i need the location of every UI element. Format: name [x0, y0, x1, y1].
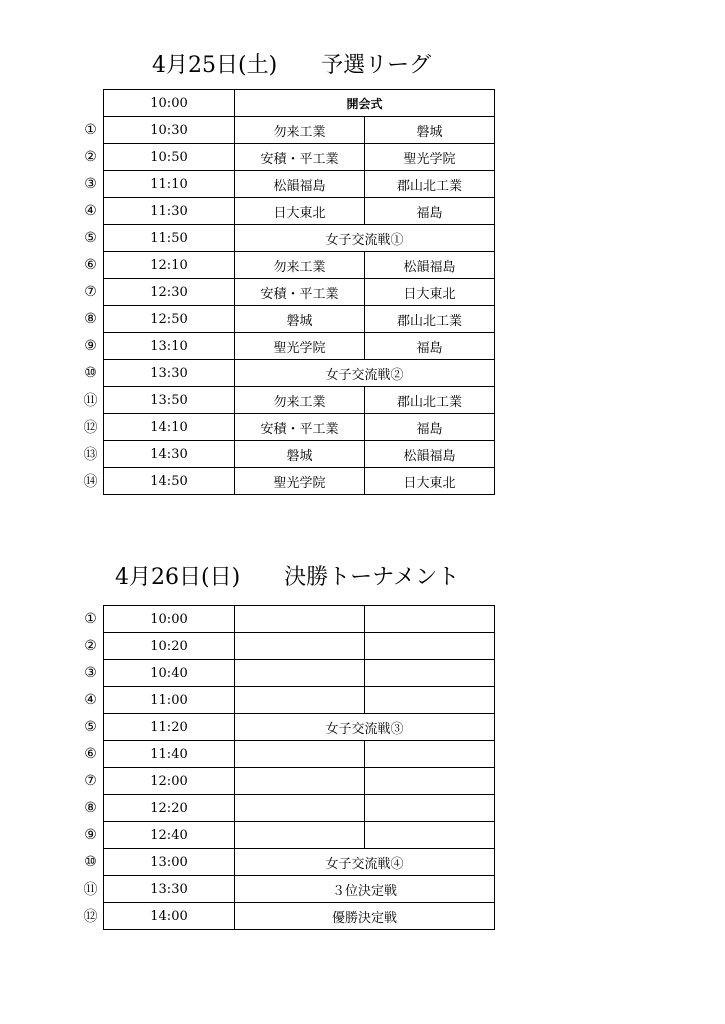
match-number: ⑪: [83, 882, 98, 898]
match-number: [78, 90, 104, 117]
team-a: [235, 768, 365, 795]
team-a: [235, 795, 365, 822]
team-b: [365, 768, 495, 795]
table-row: [78, 171, 495, 198]
team-b: 磐城: [365, 117, 495, 144]
table-row: [78, 903, 495, 930]
table-row: [78, 252, 495, 279]
table-row: [78, 468, 495, 495]
team-b: 福島: [365, 198, 495, 225]
table-row: [78, 714, 495, 741]
table-row: [78, 849, 495, 876]
match-time: 12:20: [104, 795, 235, 822]
day1-schedule-table: [78, 89, 495, 495]
match-number: ⑨: [84, 338, 97, 354]
match-time: 11:20: [104, 714, 235, 741]
match-event: 開会式: [235, 90, 495, 117]
table-row: [78, 306, 495, 333]
table-row: [78, 633, 495, 660]
team-b: [365, 606, 495, 633]
table-row: [78, 198, 495, 225]
match-number: ⑩: [84, 365, 97, 381]
match-number: ③: [84, 176, 97, 192]
team-b: 郡山北工業: [365, 171, 495, 198]
match-event: ３位決定戦: [235, 876, 495, 903]
match-number: ⑨: [84, 827, 97, 843]
day1-title: 4月25日(土) 予選リーグ: [152, 53, 432, 78]
match-number: ③: [84, 665, 97, 681]
team-b: 松韻福島: [365, 252, 495, 279]
team-a: 安積・平工業: [235, 414, 365, 441]
team-b: 郡山北工業: [365, 306, 495, 333]
team-b: 福島: [365, 414, 495, 441]
match-time: 14:00: [104, 903, 235, 930]
team-a: 安積・平工業: [235, 144, 365, 171]
match-time: 11:10: [104, 171, 235, 198]
team-a: 聖光学院: [235, 468, 365, 495]
table-row: [78, 333, 495, 360]
match-time: 13:50: [104, 387, 235, 414]
table-row: [78, 387, 495, 414]
day2-title: 4月26日(日) 決勝トーナメント: [115, 565, 460, 590]
match-event: 女子交流戦④: [235, 849, 495, 876]
match-number: ⑩: [84, 854, 97, 870]
match-number: ⑪: [83, 393, 98, 409]
match-time: 12:30: [104, 279, 235, 306]
match-time: 10:30: [104, 117, 235, 144]
match-time: 11:30: [104, 198, 235, 225]
team-b: [365, 822, 495, 849]
match-number: ⑭: [83, 474, 98, 490]
match-time: 13:00: [104, 849, 235, 876]
table-row: [78, 414, 495, 441]
table-row: [78, 279, 495, 306]
match-event: 女子交流戦②: [235, 360, 495, 387]
table-row: [78, 822, 495, 849]
table-row: [78, 795, 495, 822]
team-b: 聖光学院: [365, 144, 495, 171]
team-a: [235, 741, 365, 768]
team-b: [365, 660, 495, 687]
match-time: 12:40: [104, 822, 235, 849]
match-number: ⑫: [83, 909, 98, 925]
table-row: [78, 90, 495, 117]
table-row: [78, 144, 495, 171]
match-number: ④: [84, 692, 97, 708]
table-row: [78, 441, 495, 468]
match-time: 13:30: [104, 360, 235, 387]
match-number: ⑤: [84, 230, 97, 246]
team-b: 福島: [365, 333, 495, 360]
team-b: 松韻福島: [365, 441, 495, 468]
match-event: 優勝決定戦: [235, 903, 495, 930]
match-event: 女子交流戦③: [235, 714, 495, 741]
table-row: [78, 360, 495, 387]
team-b: [365, 633, 495, 660]
match-time: 13:10: [104, 333, 235, 360]
team-a: [235, 606, 365, 633]
team-b: [365, 741, 495, 768]
table-row: [78, 225, 495, 252]
match-time: 10:50: [104, 144, 235, 171]
match-event: 女子交流戦①: [235, 225, 495, 252]
team-b: 日大東北: [365, 279, 495, 306]
match-time: 12:50: [104, 306, 235, 333]
match-time: 12:00: [104, 768, 235, 795]
match-time: 14:30: [104, 441, 235, 468]
match-time: 11:50: [104, 225, 235, 252]
team-a: [235, 660, 365, 687]
match-number: ⑥: [84, 746, 97, 762]
team-a: 磐城: [235, 441, 365, 468]
match-number: ⑤: [84, 719, 97, 735]
match-number: ①: [84, 122, 97, 138]
match-time: 10:20: [104, 633, 235, 660]
match-number: ⑧: [84, 800, 97, 816]
match-number: ⑥: [84, 257, 97, 273]
match-number: ①: [84, 611, 97, 627]
match-time: 14:10: [104, 414, 235, 441]
team-b: 郡山北工業: [365, 387, 495, 414]
match-time: 14:50: [104, 468, 235, 495]
match-number: ⑫: [83, 420, 98, 436]
team-a: 聖光学院: [235, 333, 365, 360]
team-b: [365, 687, 495, 714]
table-row: [78, 606, 495, 633]
match-number: ⑦: [84, 284, 97, 300]
table-row: [78, 687, 495, 714]
team-b: [365, 795, 495, 822]
match-number: ②: [84, 149, 97, 165]
match-number: ⑧: [84, 311, 97, 327]
match-time: 11:00: [104, 687, 235, 714]
match-time: 10:00: [104, 90, 235, 117]
team-a: [235, 822, 365, 849]
team-a: 勿来工業: [235, 117, 365, 144]
team-a: 安積・平工業: [235, 279, 365, 306]
team-a: 松韻福島: [235, 171, 365, 198]
match-number: ⑬: [83, 447, 98, 463]
team-a: 日大東北: [235, 198, 365, 225]
match-time: 13:30: [104, 876, 235, 903]
match-number: ⑦: [84, 773, 97, 789]
team-a: 磐城: [235, 306, 365, 333]
match-number: ②: [84, 638, 97, 654]
team-a: [235, 687, 365, 714]
team-a: 勿来工業: [235, 252, 365, 279]
day2-schedule-table: [78, 605, 495, 930]
match-time: 10:40: [104, 660, 235, 687]
table-row: [78, 117, 495, 144]
team-b: 日大東北: [365, 468, 495, 495]
table-row: [78, 660, 495, 687]
table-row: [78, 741, 495, 768]
team-a: 勿来工業: [235, 387, 365, 414]
match-time: 10:00: [104, 606, 235, 633]
match-time: 12:10: [104, 252, 235, 279]
match-time: 11:40: [104, 741, 235, 768]
table-row: [78, 876, 495, 903]
match-number: ④: [84, 203, 97, 219]
team-a: [235, 633, 365, 660]
table-row: [78, 768, 495, 795]
